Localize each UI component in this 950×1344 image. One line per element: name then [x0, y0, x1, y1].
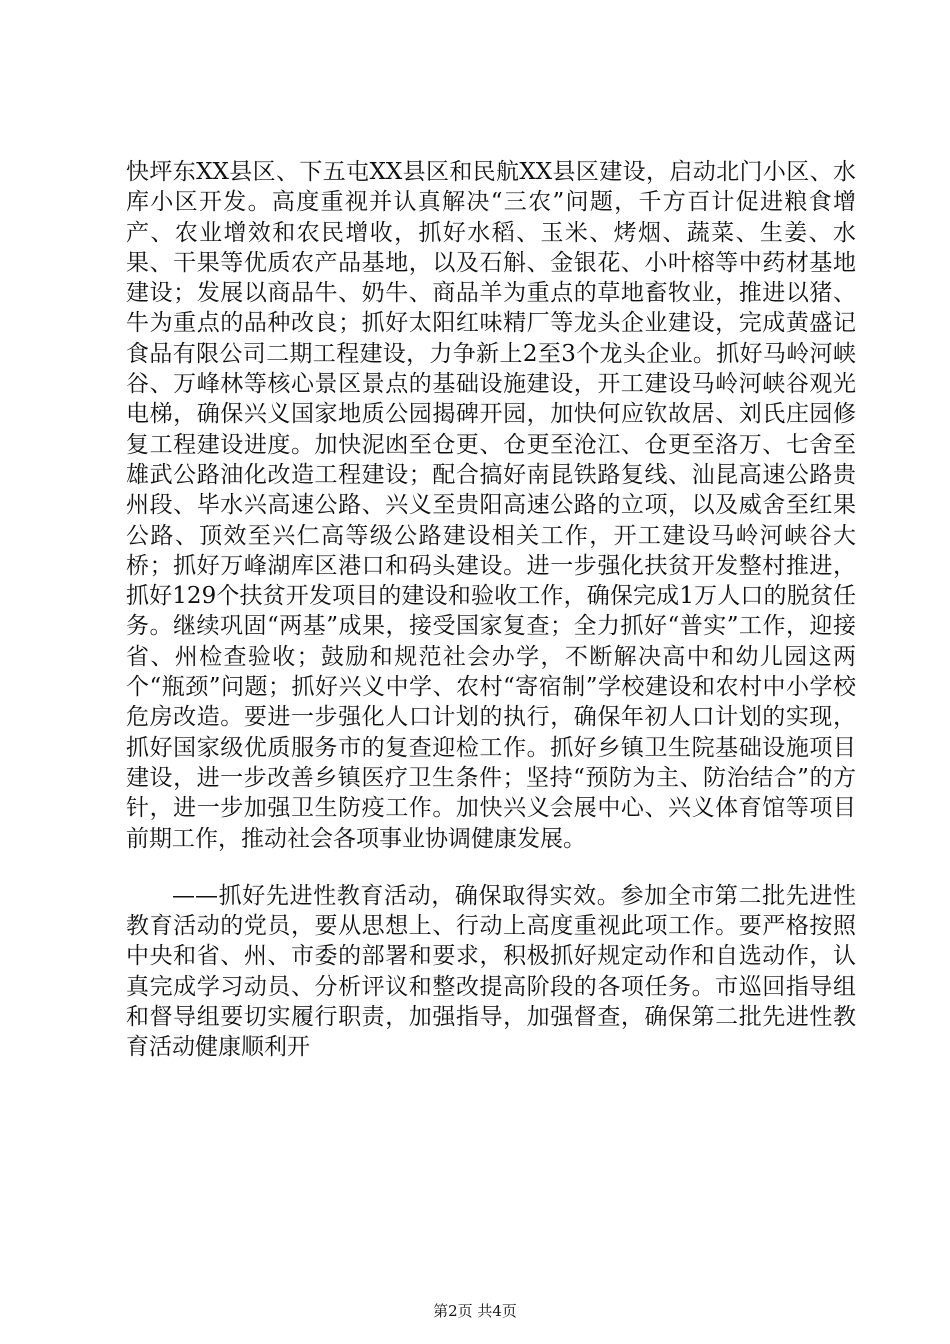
paragraph-continued: 快坪东XX县区、下五屯XX县区和民航XX县区建设，启动北门小区、水库小区开发。高度重视并认真解决“三农”问题，千方百计促进粮食增产、农业增效和农民增收，抓好水稻、玉米、烤烟、蔬菜、生姜、水果、干果等优质农产品基地，以及石斛、金银花、小叶榕等中药材基地建设；发展以商品牛、奶牛、商品羊为重点的草地畜牧业，推进以猪、牛为重点的品种改良；抓好太阳红味精厂等龙头企业建设，完成黄盛记食品有限公司二期工程建设，力争新上2至3个龙头企业。抓好马岭河峡谷、万峰林等核心景区景点的基础设施建设，开工建设马岭河峡谷观光电梯，确保兴义国家地质公园揭碑开园，加快何应钦故居、刘氏庄园修复工程建设进度。加快泥凼至仓更、仓更至沧江、仓更至洛万、七舍至雄武公路油化改造工程建设；配合搞好南昆铁路复线、汕昆高速公路贵州段、毕水兴高速公路、兴义至贵阳高速公路的立项，以及威舍至红果公路、顶效至兴仁高等级公路建设相关工作，开工建设马岭河峡谷大桥；抓好万峰湖库区港口和码头建设。进一步强化扶贫开发整村推进，抓好129个扶贫开发项目的建设和验收工作，确保完成1万人口的脱贫任务。继续巩固“两基”成果，接受国家复查；全力抓好“普实”工作，迎接省、州检查验收；鼓励和规范社会办学，不断解决高中和幼儿园这两个“瓶颈”问题；抓好兴义中学、农村“寄宿制”学校建设和农村中小学校危房改造。要进一步强化人口计划的执行，确保年初人口计划的实现，抓好国家级优质服务市的复查迎检工作。抓好乡镇卫生院基础设施项目建设，进一步改善乡镇医疗卫生条件；坚持“预防为主、防治结合”的方针，进一步加强卫生防疫工作。加快兴义会展中心、兴义体育馆等项目前期工作，推动社会各项事业协调健康发展。 [126, 159, 856, 852]
page-footer: 第2页 共4页 [433, 1302, 517, 1320]
paragraph-gap [126, 854, 856, 881]
paragraph-education-campaign: ——抓好先进性教育活动，确保取得实效。参加全市第二批先进性教育活动的党员，要从思想上、行动上高度重视此项工作。要严格按照中央和省、州、市委的部署和要求，积极抓好规定动作和自选动作，认真完成学习动员、分析评议和整改提高阶段的各项任务。市巡回指导组和督导组要切实履行职责，加强指导，加强督查，确保第二批先进性教育活动健康顺利开 [126, 882, 856, 1061]
document-body [126, 157, 856, 1063]
